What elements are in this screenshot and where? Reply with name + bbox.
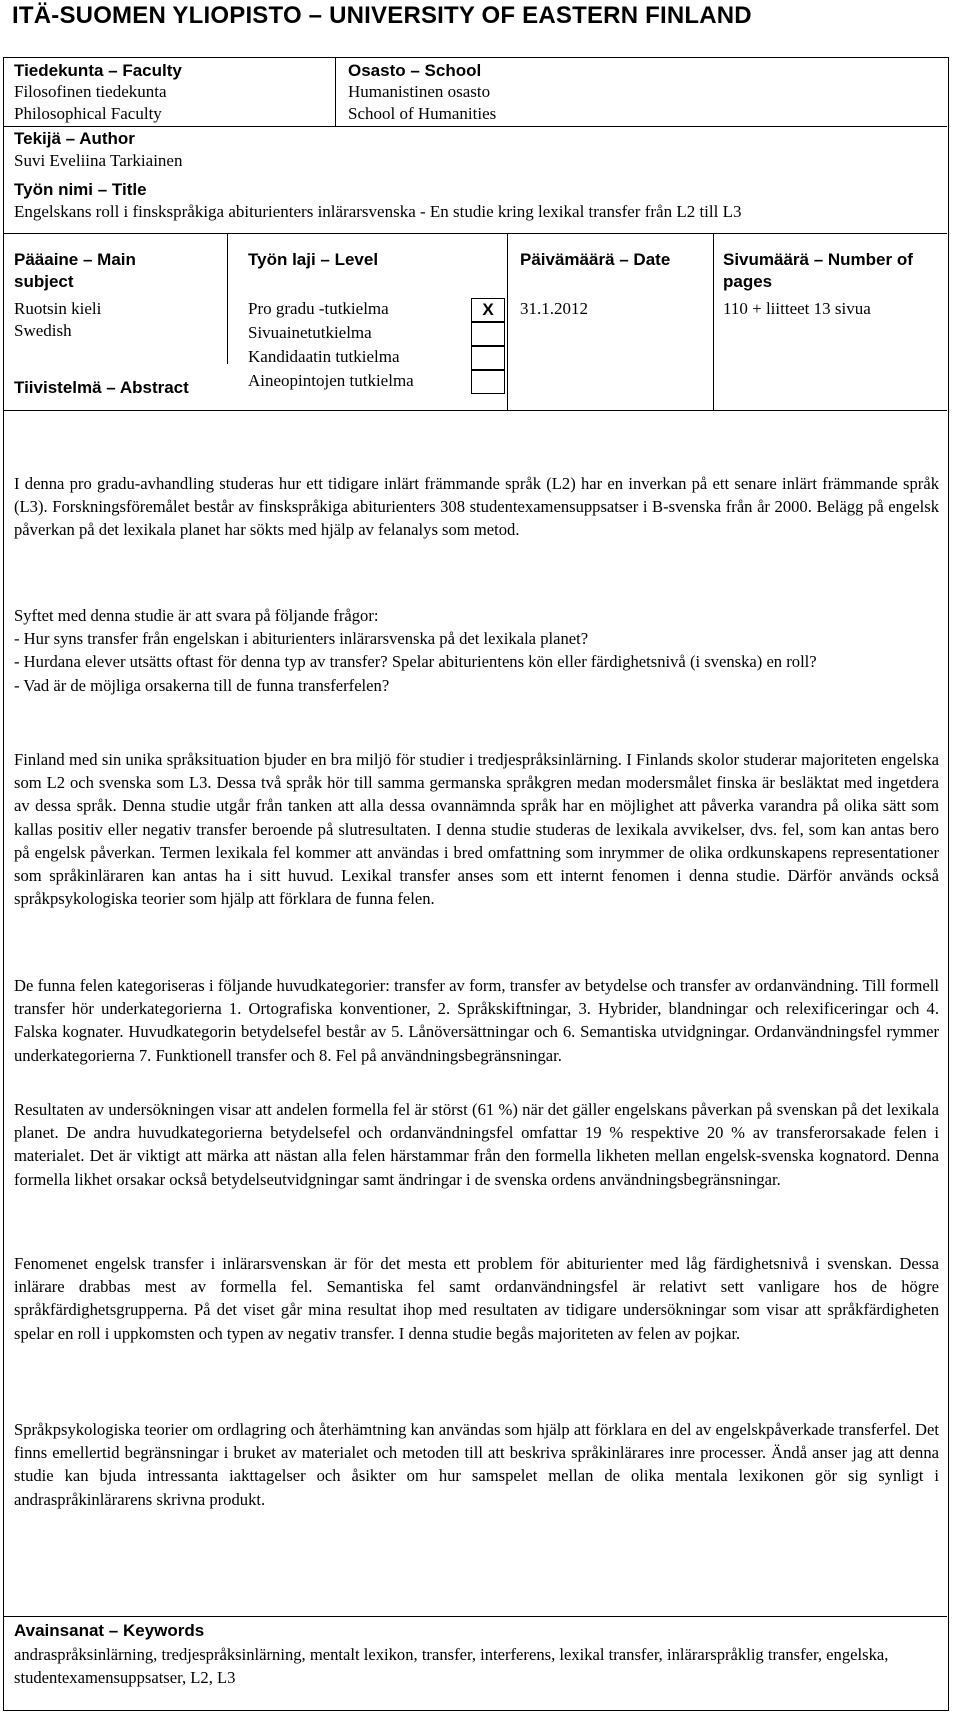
abstract-line: Språkpsykologiska teorier om ordlagring och återhämtning kan användas som hjälp att förklara en del av engelskpåverkade transferfel. Det finns emellertid begränsningar i bruket av materialet och metoden till att beskriva språkinlärares inre processer. Ändå anser jag att denna studie kan bjuda intressanta iakttagelser och åsikter om hur samspelet mellan de olika mentala lexikonen gör sig synligt i andraspråkinlärarens skrivna produkt. (14, 1420, 939, 1509)
level-checkbox[interactable] (471, 370, 505, 394)
faculty-heading: Tiedekunta – Faculty (14, 61, 182, 80)
subject-line-1: Ruotsin kieli (14, 299, 102, 318)
abstract-paragraph (14, 1418, 939, 1511)
level-checkbox[interactable]: X (471, 298, 505, 322)
rule-date-pages (713, 233, 714, 410)
abstract-line: - Hurdana elever utsätts oftast för denna typ av transfer? Spelar abiturientens kön eller färdighetsnivå (i svenska) en roll? (14, 652, 817, 672)
abstract-heading: Tiivistelmä – Abstract (14, 378, 189, 397)
abstract-paragraph (14, 1252, 939, 1345)
rule-faculty-school (335, 58, 336, 126)
thesis-title: Engelskans roll i finskspråkiga abiturienters inlärarsvenska - En studie kring lexikal transfer från L2 till L3 (14, 202, 742, 221)
subject-heading: Pääaine – Main (14, 250, 136, 269)
rule-subject-level (227, 233, 228, 364)
level-option-label: Pro gradu -tutkielma (248, 299, 389, 318)
abstract-line: - Hur syns transfer från engelskan i abiturienters inlärarsvenska på det lexikala planet? (14, 629, 589, 649)
subject-line-2: Swedish (14, 321, 72, 340)
faculty-line-2: Philosophical Faculty (14, 104, 162, 123)
date-heading: Päivämäärä – Date (520, 250, 671, 269)
level-option-label: Sivuainetutkielma (248, 323, 372, 342)
abstract-line: Syftet med denna studie är att svara på följande frågor: (14, 606, 379, 625)
abstract-paragraph (14, 604, 939, 697)
subject-heading-cont: subject (14, 272, 74, 291)
abstract-paragraph (14, 748, 939, 910)
level-checkbox[interactable] (471, 346, 505, 370)
school-line-1: Humanistinen osasto (348, 82, 491, 101)
pages-heading: Sivumäärä – Number of (723, 250, 913, 269)
level-heading: Työn laji – Level (248, 250, 379, 269)
author-heading: Tekijä – Author (14, 129, 135, 148)
university-header: ITÄ-SUOMEN YLIOPISTO – UNIVERSITY OF EASTERN FINLAND (12, 2, 752, 29)
author-name: Suvi Eveliina Tarkiainen (14, 151, 183, 170)
level-checkbox[interactable] (471, 322, 505, 346)
abstract-paragraph (14, 974, 939, 1067)
abstract-line: Resultaten av undersökningen visar att andelen formella fel är störst (61 %) när det gäller engelskans påverkan på svenskan på det lexikala planet. De andra huvudkategorierna betydelsefel och ordanvändningsfel omfattar 19 % respektive 20 % av transferorsakade felen i materialet. Det är viktigt att märka att nästan alla felen härstammar från den formella likheten mellan engelsk-svenska kognatord. Denna formella likhet orsakar också betydelseutvidgningar samt ändringar i de svenska ordens användningsbegränsningar. (14, 1100, 939, 1189)
rule-before-keywords (4, 1616, 947, 1617)
rule-level-date (507, 233, 508, 410)
title-heading: Työn nimi – Title (14, 180, 147, 199)
rule-after-info (4, 410, 947, 411)
school-heading: Osasto – School (348, 61, 482, 80)
abstract-line: Finland med sin unika språksituation bjuder en bra miljö för studier i tredjespråksinlärning. I Finlands skolor studerar majoriteten engelska som L2 och svenska som L3. Dessa två språk hör till samma germanska språkgren medan modersmålet finska är besläktat med ingetdera av dessa språk. Denna studie utgår från tanken att alla dessa ovannämnda språk har en möjlighet att påverka varandra på olika sätt som kallas positiv eller negativ transfer beroende på slutresultaten. I denna studie studeras de lexikala avvikelser, dvs. fel, som kan antas bero på engelsk påverkan. Termen lexikala fel kommer att användas i bred omfattning som inrymmer de olika ordkunskapens representationer som språkinläraren kan antas ha i sitt huvud. Lexikal transfer anses som ett internt fenomen i denna studie. Därför används också språkpsykologiska teorier som hjälp att förklara de funna felen. (14, 750, 939, 909)
abstract-line: I denna pro gradu-avhandling studeras hur ett tidigare inlärt främmande språk (L2) har en inverkan på ett senare inlärt främmande språk (L3). Forskningsföremålet består av finskspråkiga abiturienters 308 studentexamensuppsatser i B-svenska från år 2000. Belägg på engelsk påverkan på det lexikala planet har sökts med hjälp av felanalys som metod. (14, 474, 939, 540)
rule-after-title (4, 233, 947, 234)
faculty-line-1: Filosofinen tiedekunta (14, 82, 167, 101)
level-option-label: Aineopintojen tutkielma (248, 371, 414, 390)
abstract-line: - Vad är de möjliga orsakerna till de funna transferfelen? (14, 675, 390, 695)
date-value: 31.1.2012 (520, 299, 588, 318)
abstract-paragraph (14, 472, 939, 542)
pages-value: 110 + liitteet 13 sivua (723, 299, 871, 318)
school-line-2: School of Humanities (348, 104, 497, 123)
rule-after-school (4, 126, 947, 127)
abstract-line: De funna felen kategoriseras i följande huvudkategorier: transfer av form, transfer av betydelse och transfer av ordanvändning. Till formell transfer hör underkategorierna 1. Ortografiska konventioner, 2. Språkskiftningar, 3. Hybrider, blandningar och relexificeringar och 4. Falska kognater. Huvudkategorin betydelsefel består av 5. Lånöversättningar och 6. Semantiska utvidgningar. Ordanvändningsfel rymmer underkategorierna 7. Funktionell transfer och 8. Fel på användningsbegränsningar. (14, 976, 939, 1065)
level-option-label: Kandidaatin tutkielma (248, 347, 400, 366)
pages-heading-cont: pages (723, 272, 773, 291)
abstract-line: Fenomenet engelsk transfer i inlärarsvenskan är för det mesta ett problem för abiturienter med låg färdighetsnivå i svenskan. Dessa inlärare drabbas mest av formella fel. Semantiska fel samt ordanvändningsfel är relativt sett vanligare hos de högre språkfärdighetsgrupperna. På det viset går mina resultat ihop med resultaten av tidigare undersökningar som visar att språkfärdigheten spelar en roll i uppkomsten och typen av negativ transfer. I denna studie begås majoriteten av felen av pojkar. (14, 1254, 939, 1343)
abstract-form (3, 57, 949, 1711)
abstract-paragraph (14, 1098, 939, 1191)
keywords-text: andraspråksinlärning, tredjespråksinlärning, mentalt lexikon, transfer, interferens, lexikal transfer, inlärarspråklig transfer, engelska, studentexamensuppsatser, L2, L3 (14, 1645, 889, 1687)
keywords-heading: Avainsanat – Keywords (14, 1621, 205, 1640)
